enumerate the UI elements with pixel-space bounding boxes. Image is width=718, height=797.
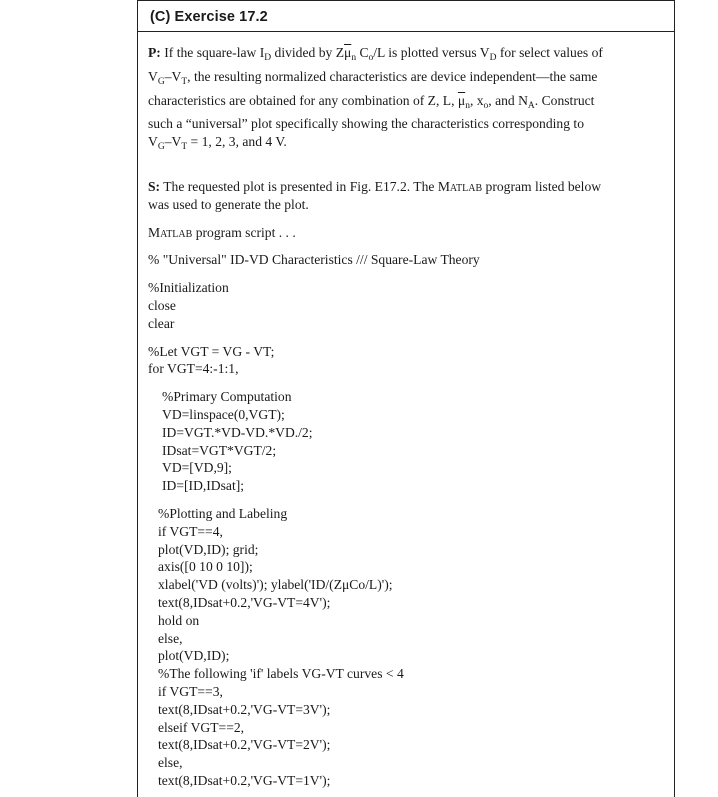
exercise-header [138, 0, 674, 32]
code-plotting-line: else, [158, 755, 183, 771]
solution-label: S: [148, 178, 161, 194]
code-primary-line: ID=[ID,IDsat]; [162, 478, 245, 494]
matlab-word: Matlab [148, 224, 193, 240]
code-plotting-line: plot(VD,ID); [158, 648, 230, 664]
exercise-frame [137, 0, 675, 797]
code-init-line: %Initialization [148, 280, 229, 296]
code-title-comment: % "Universal" ID-VD Characteristics /// Square-Law Theory [148, 252, 480, 268]
code-plotting-line: hold on [158, 612, 200, 628]
exercise-content [148, 44, 660, 790]
code-plotting-line: %Plotting and Labeling [158, 505, 288, 521]
problem-line-5: $V_G-V_T = 1$, 2, 3, and 4 V. [148, 134, 287, 153]
code-plotting-block [148, 505, 660, 790]
problem-line-1: If the square-law $I_D$ divided by $Z\overline{\mu}_n$ $C_o/L$ is plotted versus $V_D$ for select values of [164, 45, 603, 63]
code-primary-line: ID=VGT.*VD-VD.*VD./2; [162, 424, 313, 440]
problem-label: P: [148, 45, 161, 60]
code-plotting-line: else, [158, 630, 183, 646]
solution-line-1: The requested plot is presented in Fig. E17.2. The Matlab program listed below [163, 178, 602, 194]
script-intro: Matlab program script . . . [148, 224, 296, 240]
code-plotting-line: elseif VGT==2, [158, 719, 245, 735]
code-plotting-line: text(8,IDsat+0.2,'VG-VT=4V'); [158, 594, 331, 610]
problem-line-4: such a “universal” plot specifically showing the characteristics corresponding to [148, 116, 584, 132]
code-primary-line: VD=linspace(0,VGT); [162, 406, 285, 422]
code-plotting-line: text(8,IDsat+0.2,'VG-VT=3V'); [158, 701, 331, 717]
problem-line-2: $V_G-V_T$, the resulting normalized characteristics are device independent—the same [148, 68, 598, 87]
code-primary-block [148, 388, 660, 495]
code-primary-line: VD=[VD,9]; [162, 460, 232, 476]
code-loop-line: %Let VGT = VG - VT; [148, 343, 275, 359]
code-plotting-line: if VGT==3, [158, 683, 223, 699]
code-plotting-line: text(8,IDsat+0.2,'VG-VT=1V'); [158, 772, 331, 788]
problem-statement [148, 44, 660, 157]
code-plotting-line: %The following 'if' labels VG-VT curves < 4 [158, 666, 404, 682]
code-loop-line: for VGT=4:-1:1, [148, 361, 239, 377]
code-primary-line: %Primary Computation [162, 389, 292, 405]
matlab-word: Matlab [437, 178, 483, 194]
code-primary-line: IDsat=VGT*VGT/2; [162, 442, 277, 458]
code-init-line: clear [148, 315, 175, 331]
code-init-line: close [148, 297, 176, 313]
code-plotting-line: if VGT==4, [158, 523, 223, 539]
code-init-block [148, 279, 660, 332]
code-loop-block [148, 343, 660, 379]
solution-line-2: was used to generate the plot. [148, 196, 309, 212]
exercise-title: (C) Exercise 17.2 [150, 9, 268, 25]
code-plotting-line: text(8,IDsat+0.2,'VG-VT=2V'); [158, 737, 331, 753]
code-plotting-line: plot(VD,ID); grid; [158, 541, 259, 557]
code-plotting-line: xlabel('VD (volts)'); ylabel('ID/(ZμCo/L)'); [158, 577, 393, 593]
solution-statement [148, 178, 660, 214]
problem-line-3: characteristics are obtained for any combination of Z, L, $\overline{\mu}_n$, $x_o$, and $N_A$. Construct [148, 92, 595, 111]
code-plotting-line: axis([0 10 0 10]); [158, 559, 253, 575]
